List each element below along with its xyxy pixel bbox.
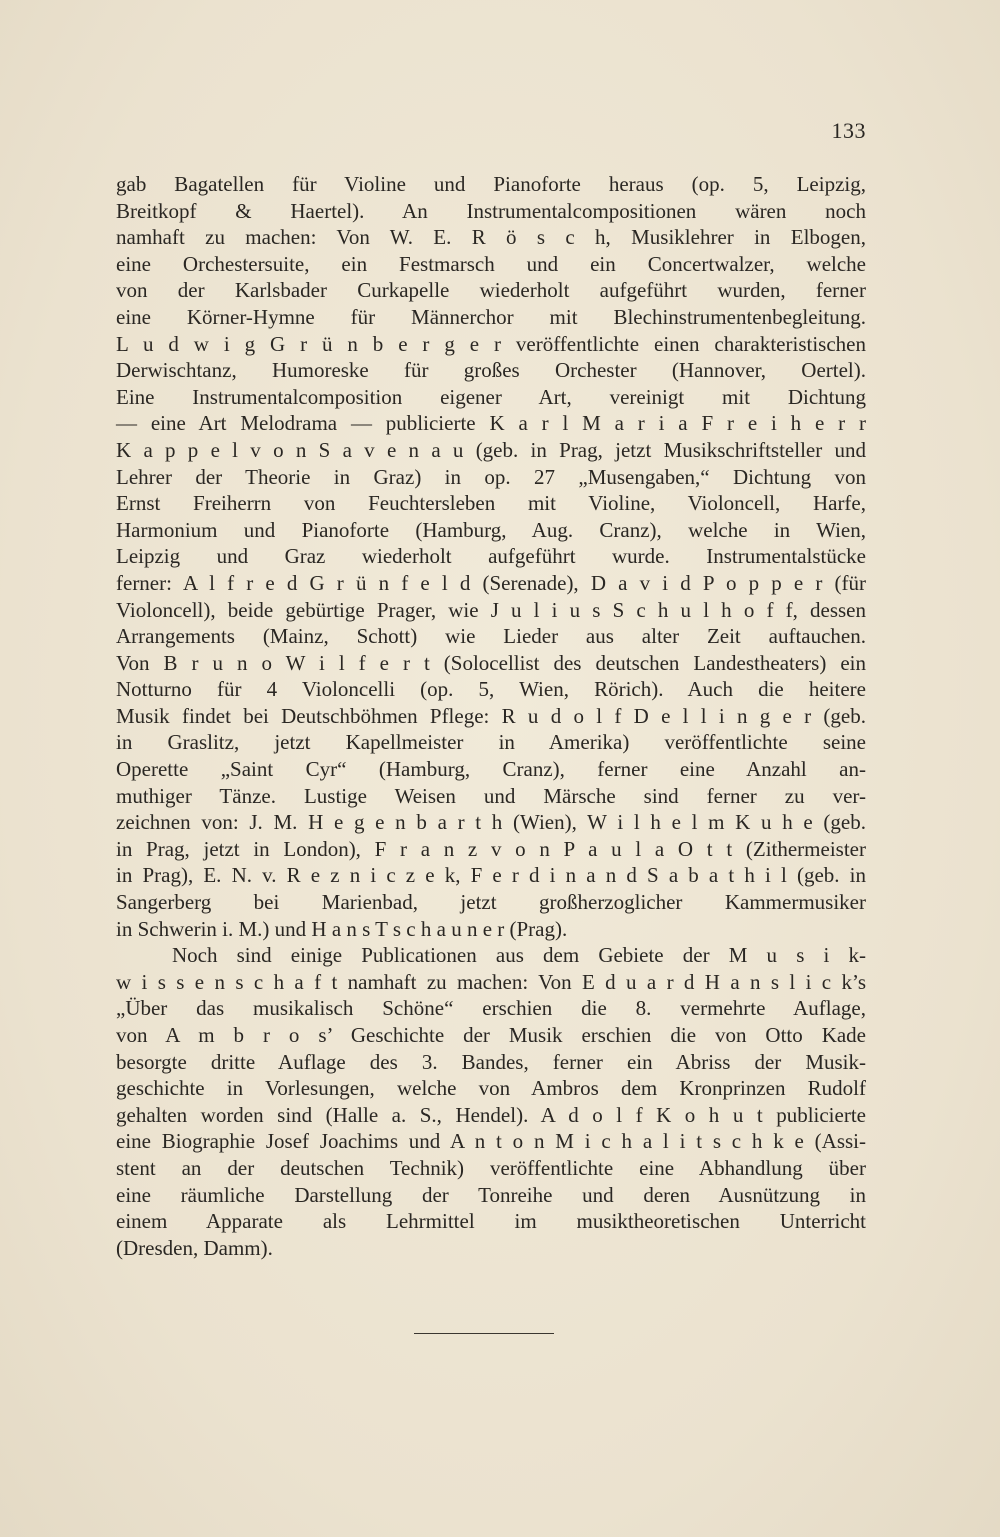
text-line: zeichnen von: J. M. H e g e n b a r t h (Wien), W i l h e l m K u h e (geb. — [116, 810, 866, 835]
text-line: Operette „Saint Cyr“ (Hamburg, Cranz), ferner eine Anzahl an- — [116, 757, 866, 782]
text-line: einem Apparate als Lehrmittel im musiktheoretischen Unterricht — [116, 1209, 866, 1234]
text-line: gab Bagatellen für Violine und Pianoforte heraus (op. 5, Leipzig, — [116, 172, 866, 196]
text-line: — eine Art Melodrama — publicierte K a r l M a r i a F r e i h e r r — [116, 411, 866, 436]
text-line: in Prag, jetzt in London), F r a n z v o n P a u l a O t t (Zithermeister — [116, 836, 866, 861]
text-line: L u d w i g G r ü n b e r g e r veröffentlichte einen charakteristischen — [116, 331, 866, 356]
text-line: Violoncell), beide gebürtige Prager, wie J u l i u s S c h u l h o f f, dessen — [116, 597, 866, 622]
text-line: in Schwerin i. M.) und H a n s T s c h a u n e r (Prag). — [116, 916, 568, 941]
text-line: gehalten worden sind (Halle a. S., Hendel). A d o l f K o h u t publicierte — [116, 1102, 866, 1127]
text-line: Leipzig und Graz wiederholt aufgeführt wurde. Instrumentalstücke — [116, 544, 866, 569]
page-number: 133 — [831, 118, 866, 143]
text-line: Musik findet bei Deutschböhmen Pflege: R u d o l f D e l l i n g e r (geb. — [116, 703, 866, 728]
text-line: ferner: A l f r e d G r ü n f e l d (Serenade), D a v i d P o p p e r (für — [116, 570, 866, 595]
text-line: Notturno für 4 Violoncelli (op. 5, Wien, Rörich). Auch die heitere — [116, 677, 866, 702]
text-line: von A m b r o s’ Geschichte der Musik erschien die von Otto Kade — [116, 1023, 866, 1047]
paragraph-first-line: Noch sind einige Publicationen aus dem Gebiete der M u s i k- — [172, 943, 866, 968]
text-line: eine räumliche Darstellung der Tonreihe und deren Ausnützung in — [116, 1182, 866, 1207]
text-line: von der Karlsbader Curkapelle wiederholt aufgeführt wurden, ferner — [116, 278, 866, 303]
text-line: Von B r u n o W i l f e r t (Solocellist des deutschen Landestheaters) ein — [116, 650, 866, 675]
section-divider-rule — [414, 1333, 554, 1334]
text-line: Derwischtanz, Humoreske für großes Orchester (Hannover, Oertel). — [116, 358, 866, 383]
text-line: Lehrer der Theorie in Graz) in op. 27 „Musengaben,“ Dichtung von — [116, 464, 866, 489]
text-line: eine Körner-Hymne für Männerchor mit Blechinstrumentenbegleitung. — [116, 304, 866, 329]
text-line: eine Orchestersuite, ein Festmarsch und ein Concertwalzer, welche — [116, 251, 866, 276]
text-line: Sangerberg bei Marienbad, jetzt großherzoglicher Kammermusiker — [116, 890, 866, 915]
text-line: Arrangements (Mainz, Schott) wie Lieder aus alter Zeit auftauchen. — [116, 624, 866, 649]
text-line: (Dresden, Damm). — [116, 1235, 273, 1260]
text-line: eine Biographie Josef Joachims und A n t o n M i c h a l i t s c h k e (Assi- — [116, 1129, 866, 1154]
text-line: w i s s e n s c h a f t namhaft zu machen: Von E d u a r d H a n s l i c k’s — [116, 969, 866, 994]
text-line: „Über das musikalisch Schöne“ erschien die 8. vermehrte Auflage, — [116, 996, 866, 1021]
text-line: geschichte in Vorlesungen, welche von Ambros dem Kronprinzen Rudolf — [116, 1076, 866, 1101]
text-line: Harmonium und Pianoforte (Hamburg, Aug. Cranz), welche in Wien, — [116, 517, 866, 542]
text-line: besorgte dritte Auflage des 3. Bandes, ferner ein Abriss der Musik- — [116, 1049, 866, 1074]
body-text — [116, 171, 866, 1261]
text-line: K a p p e l v o n S a v e n a u (geb. in Prag, jetzt Musikschriftsteller und — [116, 437, 866, 462]
text-line: Breitkopf & Haertel). An Instrumentalcompositionen wären noch — [116, 198, 866, 223]
text-line: Ernst Freiherrn von Feuchtersleben mit Violine, Violoncell, Harfe, — [116, 491, 866, 516]
text-line: Eine Instrumentalcomposition eigener Art, vereinigt mit Dichtung — [116, 384, 866, 409]
text-line: muthiger Tänze. Lustige Weisen und Märsche sind ferner zu ver- — [116, 783, 866, 808]
text-line: in Prag), E. N. v. R e z n i c z e k, F e r d i n a n d S a b a t h i l (geb. in — [116, 863, 866, 888]
text-line: stent an der deutschen Technik) veröffentlichte eine Abhandlung über — [116, 1155, 866, 1180]
text-line: in Graslitz, jetzt Kapellmeister in Amerika) veröffentlichte seine — [116, 730, 866, 755]
text-line: namhaft zu machen: Von W. E. R ö s c h, Musiklehrer in Elbogen, — [116, 225, 866, 250]
